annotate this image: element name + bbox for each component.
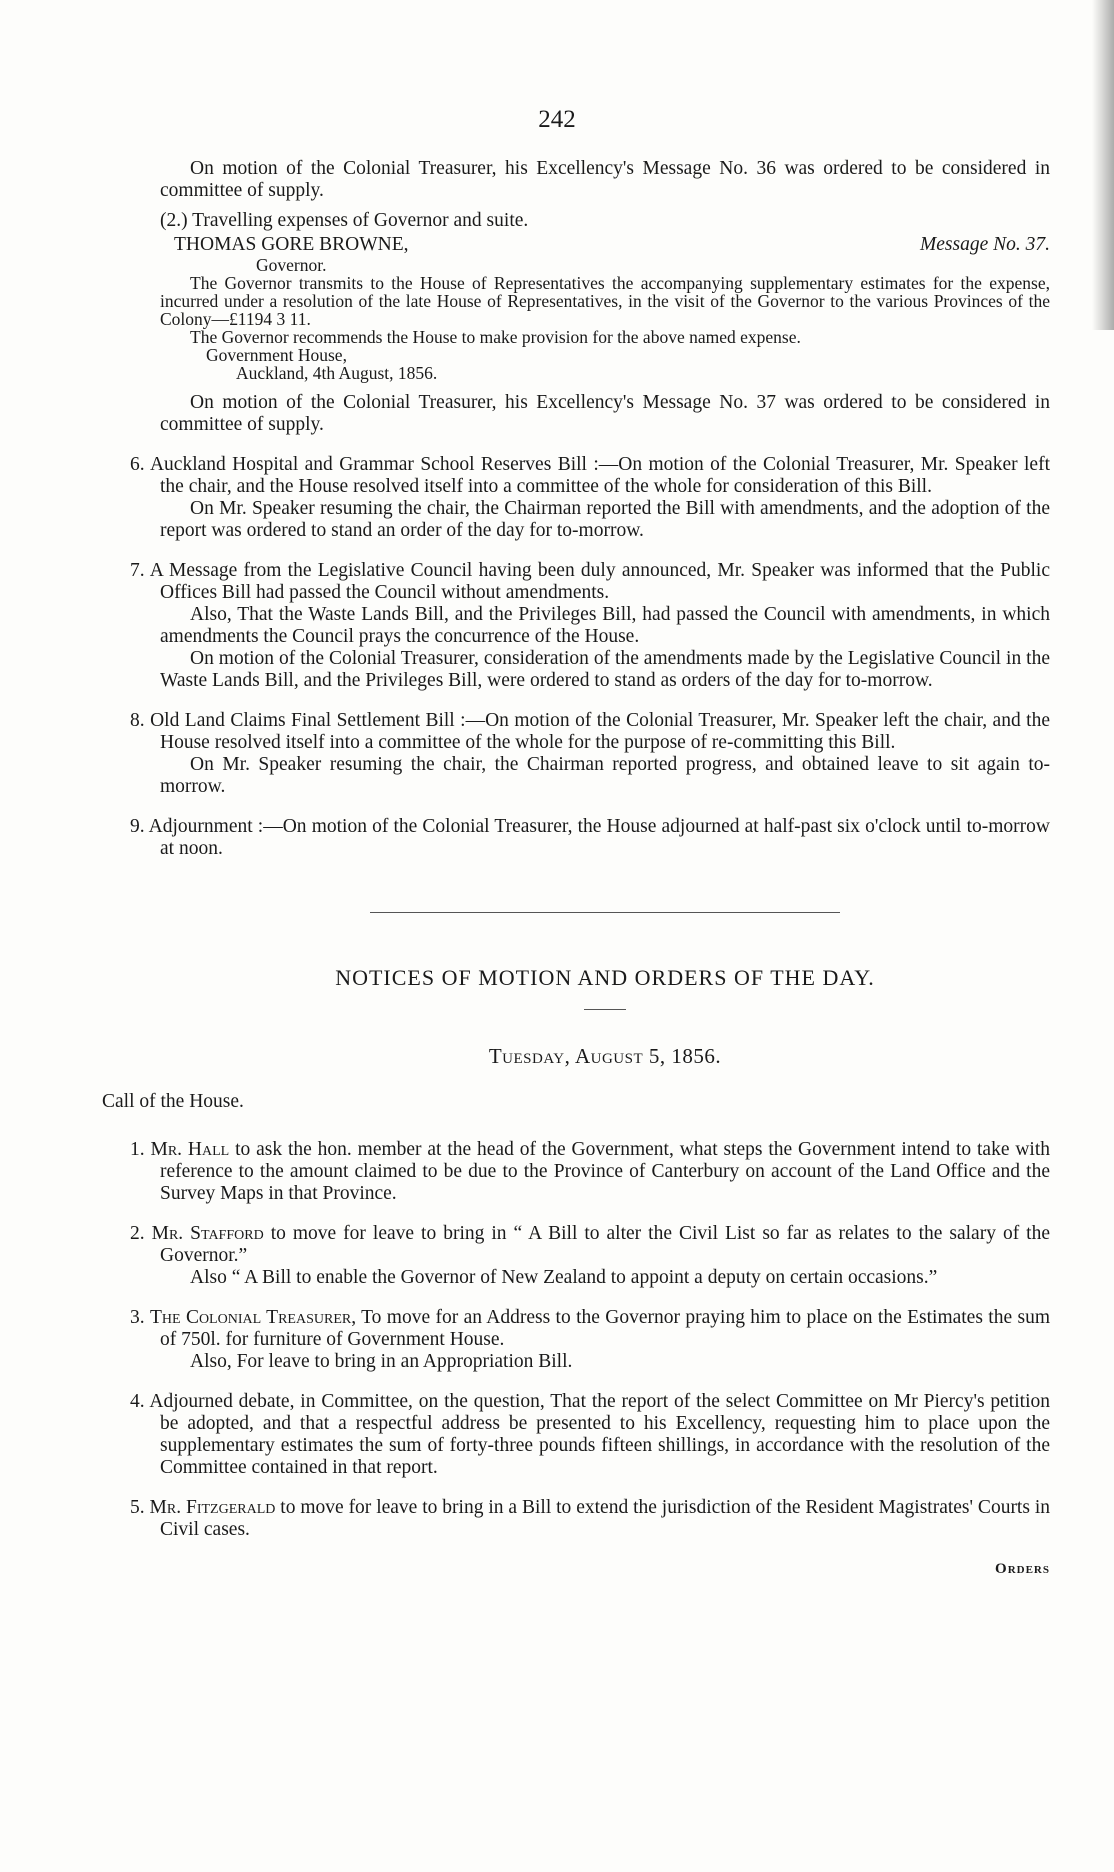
catchword: Orders: [995, 1561, 1050, 1577]
notice-list: [130, 1139, 1051, 1541]
notice-5-number: 5.: [130, 1497, 145, 1518]
item-travelling-expenses: (2.) Travelling expenses of Governor and suite.: [160, 210, 529, 231]
item-8-land-claims: 8. Old Land Claims Final Settlement Bill :—On motion of the Colonial Treasurer, Mr. Speaker left the chair, and the House resolved itself into a committee of the whole for the purpose of re-committing this Bill.: [130, 710, 1050, 753]
heading-short-rule: [584, 1009, 626, 1010]
message-37-body-2: The Governor recommends the House to make provision for the above named expense.: [190, 327, 801, 347]
notice-4-number: 4.: [130, 1391, 145, 1412]
notice-1-name: Mr. Hall: [150, 1139, 230, 1160]
paragraph-message-37: On motion of the Colonial Treasurer, his Excellency's Message No. 37 was ordered to be considered in committee of supply.: [160, 392, 1050, 435]
notices-heading: NOTICES OF MOTION AND ORDERS OF THE DAY.: [335, 965, 875, 990]
message-37-signer-title: Governor.: [256, 255, 327, 275]
notice-2: [130, 1223, 1050, 1267]
notice-1: [130, 1139, 1050, 1205]
notice-3: [130, 1307, 1050, 1351]
notice-3-name: The Colonial Treasurer,: [150, 1307, 357, 1328]
notice-5-name: Mr. Fitzgerald: [149, 1497, 276, 1518]
notice-5: [130, 1497, 1050, 1541]
item-7-council-message: 7. A Message from the Legislative Council having been duly announced, Mr. Speaker was informed that the Public Offices Bill had passed the Council without amendments.: [130, 560, 1050, 603]
call-of-the-house: Call of the House.: [102, 1091, 244, 1112]
notice-4-text: Adjourned debate, in Committee, on the question, That the report of the select Committee on Mr Piercy's petition be adopted, and that a respectful address be presented to his Excellency, requesting him to place upon the supplementary estimates the sum of forty-three pounds fifteen shillings, in accordance with the resolution of the Committee contained in that report.: [149, 1391, 1050, 1478]
item-9-adjournment: 9. Adjournment :—On motion of the Colonial Treasurer, the House adjourned at half-past six o'clock until to-morrow at noon.: [130, 816, 1050, 859]
notice-2-text: to move for leave to bring in “ A Bill to alter the Civil List so far as relates to the salary of the Governor.”: [160, 1223, 1051, 1266]
notices-date: Tuesday, August 5, 1856.: [488, 1044, 722, 1068]
item-7-waste-lands: Also, That the Waste Lands Bill, and the Privileges Bill, had passed the Council with amendments, in which amendments the Council prays the concurrence of the House.: [160, 604, 1050, 647]
page-edge-shadow: [1092, 0, 1114, 330]
message-37-place-1: Government House,: [206, 345, 347, 365]
notice-1-number: 1.: [130, 1139, 145, 1160]
notice-2-number: 2.: [130, 1223, 145, 1244]
page-content: [102, 158, 1051, 1578]
message-37-body-1: The Governor transmits to the House of Representatives the accompanying supplementary estimates for the expense, incurred under a resolution of the late House of Representatives, in the visit of the Governor to the various Provinces of the Colony—£1194 3 11.: [160, 273, 1050, 329]
item-6-report: On Mr. Speaker resuming the chair, the Chairman reported the Bill with amendments, and the adoption of the report was ordered to stand an order of the day for to-morrow.: [160, 498, 1050, 541]
notice-3-text: To move for an Address to the Governor praying him to place on the Estimates the sum of 750l. for furniture of Government House.: [160, 1307, 1050, 1350]
paragraph-message-36: On motion of the Colonial Treasurer, his Excellency's Message No. 36 was ordered to be considered in committee of supply.: [160, 158, 1050, 201]
item-7-amendments: On motion of the Colonial Treasurer, consideration of the amendments made by the Legislative Council in the Waste Lands Bill, and the Privileges Bill, were ordered to stand as orders of the day for to-morrow.: [160, 648, 1050, 691]
notice-3-also: Also, For leave to bring in an Appropriation Bill.: [190, 1351, 573, 1372]
page-number: 242: [538, 106, 576, 133]
notice-4: [130, 1391, 1050, 1479]
section-divider: [370, 912, 840, 913]
notice-2-also: Also “ A Bill to enable the Governor of New Zealand to appoint a deputy on certain occasions.”: [190, 1267, 938, 1288]
notice-1-text: to ask the hon. member at the head of the Government, what steps the Government intend to take with reference to the amount claimed to be due to the Province of Canterbury on account of the Land Office and the Survey Maps in that Province.: [160, 1139, 1051, 1204]
item-6-hospital-bill: 6. Auckland Hospital and Grammar School Reserves Bill :—On motion of the Colonial Treasurer, Mr. Speaker left the chair, and the House resolved itself into a committee of the whole for consideration of this Bill.: [130, 454, 1050, 497]
item-8-progress: On Mr. Speaker resuming the chair, the Chairman reported progress, and obtained leave to sit again to-morrow.: [160, 754, 1050, 797]
message-37-header: [160, 234, 1050, 256]
message-37-ref: Message No. 37.: [920, 234, 1050, 255]
notice-3-number: 3.: [130, 1307, 145, 1328]
message-37-place-2: Auckland, 4th August, 1856.: [236, 363, 438, 383]
notice-5-text: to move for leave to bring in a Bill to extend the jurisdiction of the Resident Magistrates' Courts in Civil cases.: [160, 1497, 1051, 1540]
notice-2-name: Mr. Stafford: [151, 1223, 264, 1244]
message-37-signer: THOMAS GORE BROWNE,: [174, 234, 409, 255]
